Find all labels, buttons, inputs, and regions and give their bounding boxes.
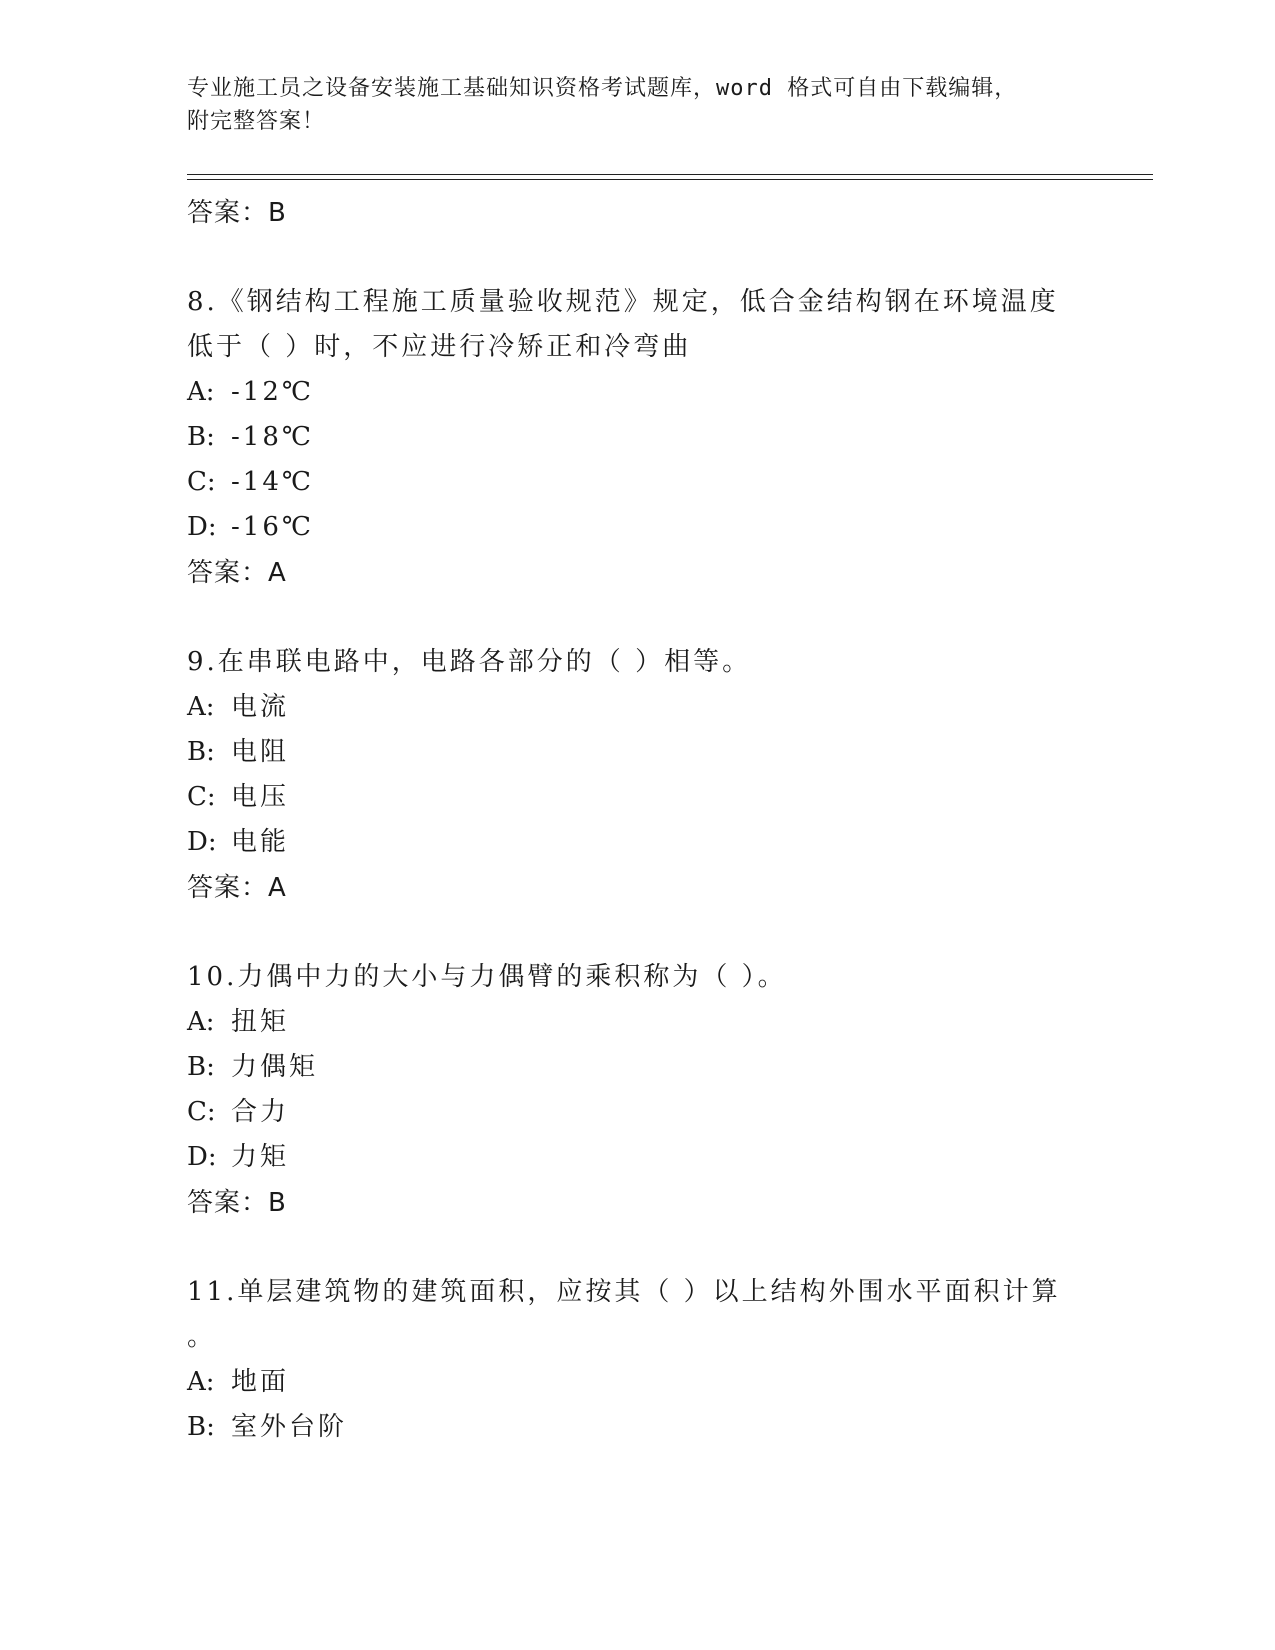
question-10 xyxy=(187,955,1067,1226)
option-a xyxy=(187,1360,1067,1405)
option-c xyxy=(187,1090,1067,1135)
question-stem-line: 。 xyxy=(187,1322,217,1352)
option-b xyxy=(187,730,1067,775)
option-text: 电阻 xyxy=(231,737,290,767)
question-stem-line: 9.在串联电路中，电路各部分的（ ）相等。 xyxy=(187,647,752,677)
option-text: 扭矩 xyxy=(231,1007,290,1037)
header-rule-bottom xyxy=(187,179,1153,180)
option-label: D: xyxy=(187,827,217,857)
option-text: -16℃ xyxy=(231,512,314,542)
document-header xyxy=(187,72,1067,138)
question-stem-line: 11.单层建筑物的建筑面积，应按其（ ）以上结构外围水平面积计算 xyxy=(187,1277,1061,1307)
option-label: B: xyxy=(187,737,215,767)
option-text: 地面 xyxy=(231,1367,290,1397)
question-stem-line: 10.力偶中力的大小与力偶臂的乘积称为（ ）。 xyxy=(187,962,787,992)
option-label: B: xyxy=(187,1052,215,1082)
question-stem-line: 低于（ ）时，不应进行冷矫正和冷弯曲 xyxy=(187,332,692,362)
answer: 答案：A xyxy=(187,558,287,588)
question-9 xyxy=(187,640,1067,911)
option-text: 电能 xyxy=(231,827,290,857)
question-list xyxy=(187,190,1067,1450)
header-line-2: 附完整答案！ xyxy=(187,109,326,134)
option-label: C: xyxy=(187,467,216,497)
option-c xyxy=(187,775,1067,820)
option-d xyxy=(187,505,1067,550)
option-label: D: xyxy=(187,1142,217,1172)
question-8 xyxy=(187,280,1067,596)
option-b xyxy=(187,415,1067,460)
option-a xyxy=(187,685,1067,730)
option-text: 力偶矩 xyxy=(231,1052,319,1082)
option-text: 室外台阶 xyxy=(231,1412,348,1442)
option-text: -12℃ xyxy=(231,377,314,407)
header-line-1: 专业施工员之设备安装施工基础知识资格考试题库，word 格式可自由下载编辑， xyxy=(187,76,1018,101)
option-a xyxy=(187,370,1067,415)
option-label: C: xyxy=(187,1097,216,1127)
option-label: B: xyxy=(187,1412,215,1442)
option-text: -14℃ xyxy=(231,467,314,497)
answer: 答案：A xyxy=(187,873,287,903)
option-text: 电压 xyxy=(231,782,290,812)
question-11 xyxy=(187,1270,1067,1450)
option-c xyxy=(187,460,1067,505)
header-rule-top xyxy=(187,174,1153,175)
option-a xyxy=(187,1000,1067,1045)
option-d xyxy=(187,1135,1067,1180)
option-label: A: xyxy=(187,1007,215,1037)
option-label: A: xyxy=(187,1367,215,1397)
option-b xyxy=(187,1405,1067,1450)
question-stem-line: 8.《钢结构工程施工质量验收规范》规定，低合金结构钢在环境温度 xyxy=(187,287,1059,317)
option-b xyxy=(187,1045,1067,1090)
option-text: 电流 xyxy=(231,692,290,722)
option-label: A: xyxy=(187,377,215,407)
option-text: 合力 xyxy=(231,1097,290,1127)
option-label: A: xyxy=(187,692,215,722)
option-label: D: xyxy=(187,512,217,542)
option-d xyxy=(187,820,1067,865)
answer: 答案：B xyxy=(187,1188,287,1218)
option-label: C: xyxy=(187,782,216,812)
option-text: 力矩 xyxy=(231,1142,290,1172)
option-text: -18℃ xyxy=(231,422,314,452)
answer-previous: 答案：B xyxy=(187,198,287,228)
option-label: B: xyxy=(187,422,215,452)
